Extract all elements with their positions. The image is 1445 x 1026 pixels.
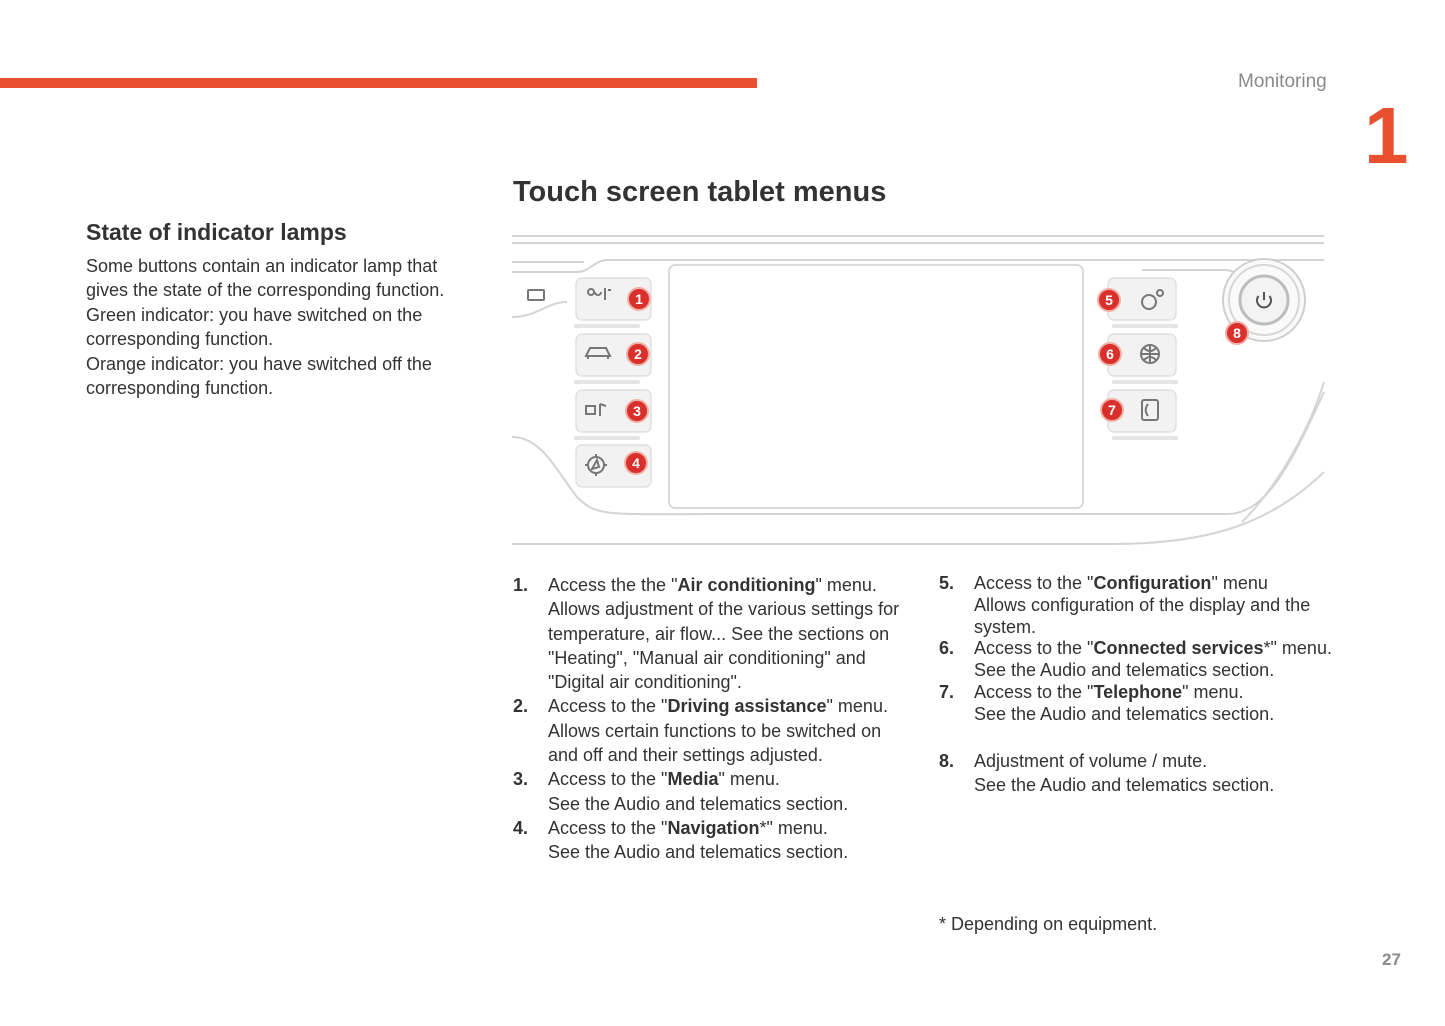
list-item xyxy=(513,573,913,694)
svg-text:6: 6 xyxy=(1106,346,1114,362)
menu-name: Media xyxy=(667,769,719,790)
menu-list-right xyxy=(939,573,1334,797)
item-text: Access to the " xyxy=(974,638,1094,659)
menu-name: Connected services xyxy=(1093,638,1264,659)
item-detail: Allows certain functions to be switched on and off and their settings adjusted. xyxy=(548,720,882,766)
item-number: 4. xyxy=(513,817,529,838)
item-text: " menu. xyxy=(826,696,888,717)
item-number: 1. xyxy=(513,575,529,595)
paragraph: Green indicator: you have switched on the corresponding function. xyxy=(86,304,423,350)
item-detail: See the Audio and telematics section. xyxy=(548,793,849,814)
list-item xyxy=(939,682,1334,726)
indicator-lamps-heading: State of indicator lamps xyxy=(86,219,347,245)
callout-3 xyxy=(626,400,648,422)
list-item xyxy=(939,573,1334,638)
item-text: *" menu. xyxy=(1263,638,1332,659)
callout-4 xyxy=(625,452,647,474)
item-text: " menu. xyxy=(718,769,780,790)
touch-screen-panel-diagram xyxy=(512,232,1327,550)
callout-6 xyxy=(1099,343,1121,365)
callout-8 xyxy=(1226,322,1248,344)
svg-text:5: 5 xyxy=(1105,292,1113,308)
callout-5 xyxy=(1098,289,1120,311)
indicator-lamps-text xyxy=(86,254,476,400)
header-accent-bar xyxy=(0,78,757,88)
menu-name: Configuration xyxy=(1093,573,1212,593)
svg-text:1: 1 xyxy=(635,291,643,307)
callout-2 xyxy=(627,343,649,365)
item-text: Access to the " xyxy=(548,817,668,838)
item-text: Access to the " xyxy=(548,769,668,790)
item-detail: Allows configuration of the display and the system. xyxy=(974,594,1311,637)
svg-text:2: 2 xyxy=(634,346,642,362)
item-text: *" menu. xyxy=(759,817,828,838)
item-text: " menu. xyxy=(1182,681,1244,702)
menu-list-left xyxy=(513,573,913,865)
menu-name: Driving assistance xyxy=(667,696,827,717)
item-detail: See the Audio and telematics section. xyxy=(548,842,849,863)
list-item xyxy=(513,816,913,865)
page-number: 27 xyxy=(1382,950,1401,969)
item-detail: Allows adjustment of the various settings for temperature, air flow... See the sections on "Heating", "Manual air conditioning" and "Digital air conditioning". xyxy=(548,599,900,693)
item-text: Access to the " xyxy=(974,573,1094,593)
menu-name: Navigation xyxy=(667,817,760,838)
item-detail: See the Audio and telematics section. xyxy=(974,703,1275,724)
svg-text:8: 8 xyxy=(1233,325,1241,341)
item-text: Adjustment of volume / mute. xyxy=(974,750,1208,771)
item-number: 2. xyxy=(513,696,529,717)
callout-7 xyxy=(1101,399,1123,421)
item-number: 6. xyxy=(939,638,955,659)
footnote: * Depending on equipment. xyxy=(939,914,1158,934)
svg-text:3: 3 xyxy=(633,403,641,419)
page-title: Touch screen tablet menus xyxy=(513,176,887,208)
paragraph: Orange indicator: you have switched off the corresponding function. xyxy=(86,353,432,399)
menu-name: Telephone xyxy=(1093,681,1183,702)
item-text: Access to the " xyxy=(548,696,668,717)
item-detail: See the Audio and telematics section. xyxy=(974,660,1275,681)
list-item xyxy=(513,767,913,816)
item-text: " menu xyxy=(1211,573,1268,593)
svg-text:7: 7 xyxy=(1108,402,1116,418)
item-number: 5. xyxy=(939,573,955,593)
list-item xyxy=(513,694,913,767)
item-text: " menu. xyxy=(815,575,877,595)
chapter-number: 1 xyxy=(1364,91,1409,180)
paragraph: Some buttons contain an indicator lamp that gives the state of the corresponding function. xyxy=(86,256,445,301)
section-label: Monitoring xyxy=(1238,71,1327,92)
menu-name: Air conditioning xyxy=(677,575,816,595)
item-number: 3. xyxy=(513,769,529,790)
screen xyxy=(669,265,1083,508)
item-text: Access to the " xyxy=(974,681,1094,702)
item-number: 8. xyxy=(939,750,955,771)
svg-text:4: 4 xyxy=(632,455,640,471)
item-number: 7. xyxy=(939,681,955,702)
item-text: Access the the " xyxy=(548,575,678,595)
callout-1 xyxy=(628,288,650,310)
list-item xyxy=(939,638,1334,682)
list-item xyxy=(939,749,1334,797)
item-detail: See the Audio and telematics section. xyxy=(974,774,1275,795)
